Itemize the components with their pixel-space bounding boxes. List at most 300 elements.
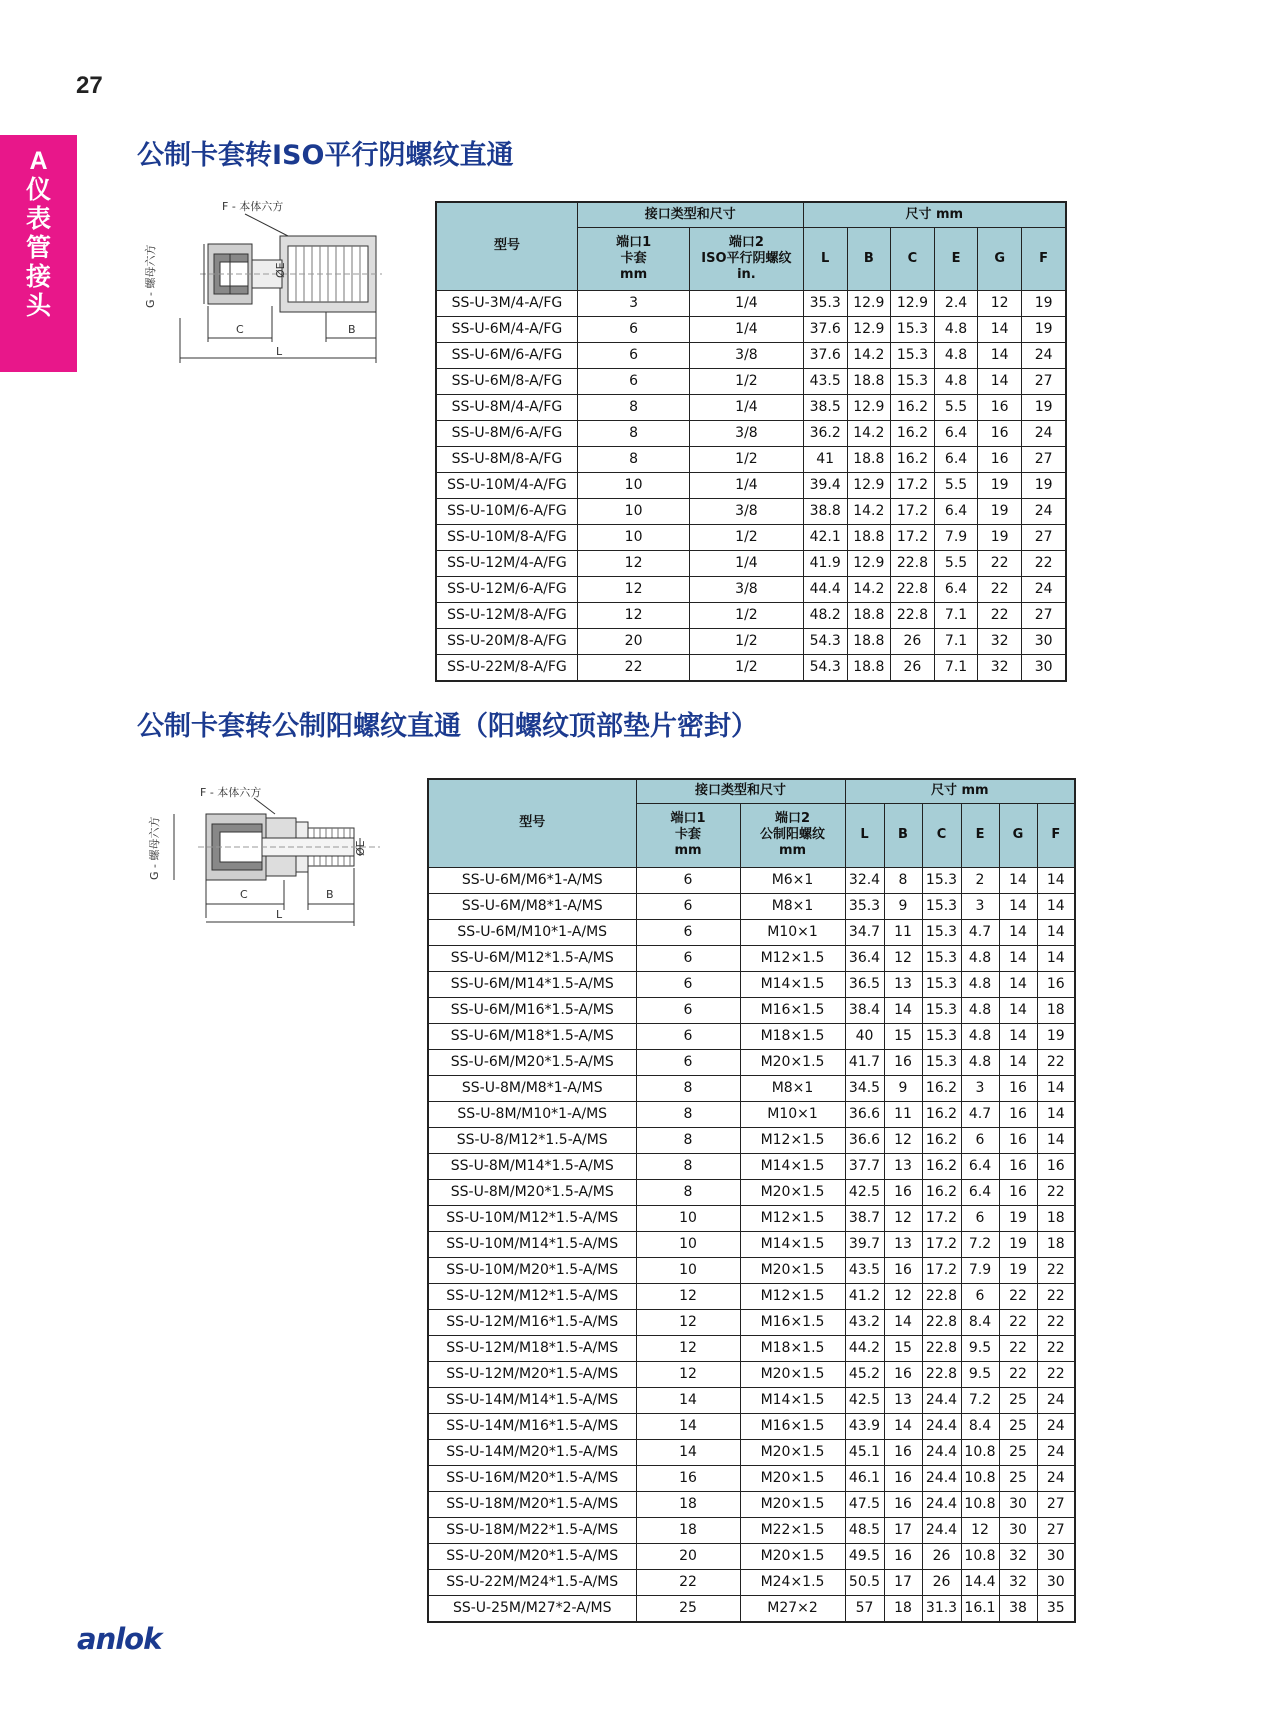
- value-cell: 18.8: [847, 602, 890, 628]
- value-cell: 19: [1022, 472, 1066, 498]
- value-cell: 24.4: [922, 1491, 961, 1517]
- value-cell: 14: [999, 1023, 1037, 1049]
- value-cell: 15.3: [922, 971, 961, 997]
- value-cell: 27: [1022, 368, 1066, 394]
- value-cell: M6×1: [740, 867, 845, 893]
- value-cell: 22: [1037, 1309, 1075, 1335]
- value-cell: 19: [978, 524, 1022, 550]
- model-cell: SS-U-12M/4-A/FG: [436, 550, 577, 576]
- value-cell: 24: [1022, 498, 1066, 524]
- value-cell: 35.3: [803, 290, 847, 316]
- value-cell: M22×1.5: [740, 1517, 845, 1543]
- section-side-tab: [0, 135, 77, 372]
- value-cell: 19: [978, 472, 1022, 498]
- value-cell: 32: [999, 1569, 1037, 1595]
- value-cell: M8×1: [740, 1075, 845, 1101]
- value-cell: 16: [999, 1153, 1037, 1179]
- value-cell: 6: [577, 342, 689, 368]
- value-cell: 54.3: [803, 628, 847, 654]
- spec-table-metric-male: [427, 778, 1076, 1623]
- value-cell: 3/8: [690, 576, 803, 602]
- table-row: [436, 498, 1066, 524]
- value-cell: 16.2: [922, 1075, 961, 1101]
- value-cell: 22.8: [890, 550, 934, 576]
- value-cell: M16×1.5: [740, 997, 845, 1023]
- value-cell: 8: [636, 1153, 740, 1179]
- header-port2-line: in.: [737, 266, 756, 282]
- value-cell: 24: [1037, 1387, 1075, 1413]
- table-row: [428, 1179, 1075, 1205]
- value-cell: 16: [999, 1127, 1037, 1153]
- table-row: [436, 524, 1066, 550]
- value-cell: 16.2: [890, 420, 934, 446]
- value-cell: M10×1: [740, 919, 845, 945]
- value-cell: 14: [999, 867, 1037, 893]
- table-row: [428, 1023, 1075, 1049]
- value-cell: 38: [999, 1595, 1037, 1622]
- value-cell: 44.2: [845, 1335, 884, 1361]
- value-cell: 30: [1037, 1543, 1075, 1569]
- value-cell: 16: [884, 1439, 922, 1465]
- value-cell: 27: [1037, 1517, 1075, 1543]
- model-cell: SS-U-8/M12*1.5-A/MS: [428, 1127, 636, 1153]
- value-cell: 3/8: [690, 498, 803, 524]
- value-cell: 19: [1022, 394, 1066, 420]
- value-cell: 14: [636, 1413, 740, 1439]
- value-cell: 36.2: [803, 420, 847, 446]
- value-cell: 16: [978, 420, 1022, 446]
- model-cell: SS-U-14M/M20*1.5-A/MS: [428, 1439, 636, 1465]
- value-cell: 10: [577, 498, 689, 524]
- value-cell: 4.8: [961, 1023, 999, 1049]
- header-port2: [740, 803, 845, 867]
- value-cell: 47.5: [845, 1491, 884, 1517]
- model-cell: SS-U-6M/M10*1-A/MS: [428, 919, 636, 945]
- value-cell: 22: [1037, 1335, 1075, 1361]
- value-cell: 45.1: [845, 1439, 884, 1465]
- value-cell: 30: [1022, 628, 1066, 654]
- diagram-label-c: C: [236, 323, 244, 336]
- table-row: [428, 1543, 1075, 1569]
- value-cell: 19: [999, 1257, 1037, 1283]
- model-cell: SS-U-16M/M20*1.5-A/MS: [428, 1465, 636, 1491]
- value-cell: 3: [961, 1075, 999, 1101]
- value-cell: 22: [636, 1569, 740, 1595]
- value-cell: 48.2: [803, 602, 847, 628]
- value-cell: 22: [1037, 1361, 1075, 1387]
- table-row: [428, 1309, 1075, 1335]
- table-row: [428, 919, 1075, 945]
- value-cell: 22: [999, 1309, 1037, 1335]
- value-cell: 40: [845, 1023, 884, 1049]
- header-port2-line: mm: [778, 843, 807, 858]
- value-cell: 32: [978, 628, 1022, 654]
- header-port1-line: 端口1: [670, 811, 706, 826]
- table-row: [436, 394, 1066, 420]
- model-cell: SS-U-8M/M10*1-A/MS: [428, 1101, 636, 1127]
- value-cell: 24: [1022, 576, 1066, 602]
- value-cell: 14: [1037, 867, 1075, 893]
- value-cell: 6.4: [961, 1179, 999, 1205]
- value-cell: 17: [884, 1517, 922, 1543]
- value-cell: 3: [577, 290, 689, 316]
- table-row: [436, 316, 1066, 342]
- value-cell: 7.1: [934, 654, 977, 681]
- value-cell: 6: [636, 867, 740, 893]
- value-cell: M24×1.5: [740, 1569, 845, 1595]
- diagram-label-f: F - 本体六方: [222, 200, 284, 213]
- header-port1-line: mm: [674, 843, 702, 858]
- model-cell: SS-U-18M/M22*1.5-A/MS: [428, 1517, 636, 1543]
- value-cell: 34.7: [845, 919, 884, 945]
- value-cell: 22: [978, 602, 1022, 628]
- model-cell: SS-U-6M/M16*1.5-A/MS: [428, 997, 636, 1023]
- table-row: [436, 420, 1066, 446]
- header-port1: [636, 803, 740, 867]
- value-cell: 22.8: [890, 602, 934, 628]
- value-cell: 4.8: [934, 342, 977, 368]
- model-cell: SS-U-10M/M14*1.5-A/MS: [428, 1231, 636, 1257]
- value-cell: 27: [1022, 602, 1066, 628]
- value-cell: 36.6: [845, 1127, 884, 1153]
- value-cell: 14: [884, 1309, 922, 1335]
- value-cell: 11: [884, 1101, 922, 1127]
- value-cell: 8.4: [961, 1309, 999, 1335]
- value-cell: M12×1.5: [740, 945, 845, 971]
- value-cell: 39.7: [845, 1231, 884, 1257]
- value-cell: 8.4: [961, 1413, 999, 1439]
- value-cell: M12×1.5: [740, 1205, 845, 1231]
- model-cell: SS-U-10M/8-A/FG: [436, 524, 577, 550]
- value-cell: 10: [636, 1257, 740, 1283]
- value-cell: 16.2: [922, 1127, 961, 1153]
- header-model: 型号: [436, 202, 577, 290]
- value-cell: 12: [884, 1205, 922, 1231]
- model-cell: SS-U-6M/4-A/FG: [436, 316, 577, 342]
- header-col-g: G: [999, 803, 1037, 867]
- value-cell: M12×1.5: [740, 1127, 845, 1153]
- header-dims: 尺寸 mm: [845, 779, 1075, 803]
- value-cell: 18.8: [847, 524, 890, 550]
- header-port1-line: 卡套: [620, 250, 647, 266]
- value-cell: 7.1: [934, 628, 977, 654]
- value-cell: M10×1: [740, 1101, 845, 1127]
- value-cell: 6: [577, 316, 689, 342]
- table-row: [436, 446, 1066, 472]
- value-cell: 7.9: [961, 1257, 999, 1283]
- value-cell: 22.8: [922, 1309, 961, 1335]
- value-cell: 1/4: [690, 394, 803, 420]
- value-cell: 14: [978, 342, 1022, 368]
- value-cell: 24: [1022, 342, 1066, 368]
- table-row: [436, 654, 1066, 681]
- model-cell: SS-U-6M/M20*1.5-A/MS: [428, 1049, 636, 1075]
- value-cell: 14: [978, 368, 1022, 394]
- header-dims: 尺寸 mm: [803, 202, 1066, 227]
- model-cell: SS-U-20M/M20*1.5-A/MS: [428, 1543, 636, 1569]
- model-cell: SS-U-14M/M16*1.5-A/MS: [428, 1413, 636, 1439]
- value-cell: 13: [884, 1387, 922, 1413]
- value-cell: 12.9: [847, 394, 890, 420]
- value-cell: 12.9: [847, 316, 890, 342]
- value-cell: 6: [577, 368, 689, 394]
- value-cell: 39.4: [803, 472, 847, 498]
- value-cell: 14: [999, 945, 1037, 971]
- value-cell: 18: [636, 1517, 740, 1543]
- value-cell: 18: [1037, 997, 1075, 1023]
- value-cell: 12: [884, 1127, 922, 1153]
- value-cell: 15.3: [922, 1049, 961, 1075]
- side-tab-char: 接: [25, 263, 51, 291]
- table-row: [428, 1283, 1075, 1309]
- header-col-g: G: [978, 227, 1022, 290]
- model-cell: SS-U-12M/M20*1.5-A/MS: [428, 1361, 636, 1387]
- value-cell: 15.3: [922, 1023, 961, 1049]
- value-cell: 16.1: [961, 1595, 999, 1622]
- value-cell: 26: [922, 1569, 961, 1595]
- value-cell: 19: [999, 1205, 1037, 1231]
- value-cell: 13: [884, 971, 922, 997]
- value-cell: 35.3: [845, 893, 884, 919]
- value-cell: 24.4: [922, 1465, 961, 1491]
- value-cell: 16: [636, 1465, 740, 1491]
- value-cell: 6: [961, 1127, 999, 1153]
- table-row: [428, 1153, 1075, 1179]
- value-cell: 6: [636, 1023, 740, 1049]
- value-cell: 38.4: [845, 997, 884, 1023]
- value-cell: 6.4: [934, 576, 977, 602]
- value-cell: 2: [961, 867, 999, 893]
- model-cell: SS-U-12M/6-A/FG: [436, 576, 577, 602]
- value-cell: 15.3: [922, 867, 961, 893]
- diagram-label-f: F - 本体六方: [200, 786, 262, 799]
- diagram-label-e: ØE: [274, 262, 287, 278]
- table-row: [428, 1049, 1075, 1075]
- value-cell: 37.6: [803, 316, 847, 342]
- value-cell: 26: [890, 628, 934, 654]
- spec-table-iso-female: [435, 201, 1067, 682]
- value-cell: 24.4: [922, 1413, 961, 1439]
- value-cell: 24.4: [922, 1517, 961, 1543]
- value-cell: 24: [1037, 1465, 1075, 1491]
- value-cell: 16: [884, 1257, 922, 1283]
- value-cell: 19: [1022, 316, 1066, 342]
- header-col-b: B: [847, 227, 890, 290]
- model-cell: SS-U-20M/8-A/FG: [436, 628, 577, 654]
- value-cell: 18: [1037, 1231, 1075, 1257]
- diagram-label-b: B: [326, 888, 334, 901]
- value-cell: 6: [961, 1283, 999, 1309]
- value-cell: 14: [999, 971, 1037, 997]
- value-cell: M14×1.5: [740, 1387, 845, 1413]
- table-row: [428, 1231, 1075, 1257]
- value-cell: 1/4: [690, 550, 803, 576]
- model-cell: SS-U-12M/M18*1.5-A/MS: [428, 1335, 636, 1361]
- value-cell: 42.5: [845, 1387, 884, 1413]
- value-cell: 1/4: [690, 472, 803, 498]
- model-cell: SS-U-12M/8-A/FG: [436, 602, 577, 628]
- table-row: [428, 945, 1075, 971]
- value-cell: 14: [1037, 893, 1075, 919]
- value-cell: 14.2: [847, 498, 890, 524]
- model-cell: SS-U-12M/M16*1.5-A/MS: [428, 1309, 636, 1335]
- value-cell: 4.8: [961, 971, 999, 997]
- value-cell: 14: [999, 893, 1037, 919]
- value-cell: 16: [999, 1101, 1037, 1127]
- value-cell: 14: [636, 1387, 740, 1413]
- table-row: [428, 893, 1075, 919]
- value-cell: 27: [1037, 1491, 1075, 1517]
- value-cell: 46.1: [845, 1465, 884, 1491]
- value-cell: 22: [1037, 1283, 1075, 1309]
- value-cell: 26: [922, 1543, 961, 1569]
- value-cell: 12: [636, 1361, 740, 1387]
- value-cell: 30: [999, 1517, 1037, 1543]
- value-cell: 4.7: [961, 1101, 999, 1127]
- table-row: [436, 472, 1066, 498]
- value-cell: 14.2: [847, 420, 890, 446]
- value-cell: 12.9: [847, 472, 890, 498]
- table-row: [428, 1595, 1075, 1622]
- value-cell: 17.2: [890, 472, 934, 498]
- value-cell: 10: [577, 524, 689, 550]
- header-col-c: C: [922, 803, 961, 867]
- value-cell: 15.3: [922, 919, 961, 945]
- value-cell: 22: [999, 1361, 1037, 1387]
- value-cell: 9.5: [961, 1335, 999, 1361]
- table-row: [428, 1569, 1075, 1595]
- value-cell: 12: [636, 1309, 740, 1335]
- value-cell: 7.2: [961, 1231, 999, 1257]
- header-port1-line: mm: [620, 266, 648, 282]
- value-cell: 43.2: [845, 1309, 884, 1335]
- model-cell: SS-U-8M/6-A/FG: [436, 420, 577, 446]
- value-cell: 18.8: [847, 368, 890, 394]
- value-cell: 3/8: [690, 420, 803, 446]
- header-port2-line: 公制阳螺纹: [760, 827, 826, 842]
- value-cell: 12.9: [847, 550, 890, 576]
- value-cell: 17.2: [922, 1205, 961, 1231]
- model-cell: SS-U-12M/M12*1.5-A/MS: [428, 1283, 636, 1309]
- value-cell: 24.4: [922, 1439, 961, 1465]
- value-cell: 18: [1037, 1205, 1075, 1231]
- value-cell: 41.7: [845, 1049, 884, 1075]
- value-cell: 10.8: [961, 1439, 999, 1465]
- value-cell: 16: [978, 394, 1022, 420]
- value-cell: 10.8: [961, 1465, 999, 1491]
- value-cell: 54.3: [803, 654, 847, 681]
- value-cell: 22: [577, 654, 689, 681]
- header-port1: [577, 227, 689, 290]
- value-cell: 14: [999, 997, 1037, 1023]
- value-cell: M12×1.5: [740, 1283, 845, 1309]
- value-cell: 1/4: [690, 290, 803, 316]
- value-cell: 1/2: [690, 654, 803, 681]
- value-cell: 1/4: [690, 316, 803, 342]
- header-col-f: F: [1037, 803, 1075, 867]
- table-row: [436, 342, 1066, 368]
- value-cell: 25: [999, 1439, 1037, 1465]
- model-cell: SS-U-6M/6-A/FG: [436, 342, 577, 368]
- value-cell: 18: [636, 1491, 740, 1517]
- header-col-c: C: [890, 227, 934, 290]
- value-cell: 22: [978, 576, 1022, 602]
- model-cell: SS-U-10M/4-A/FG: [436, 472, 577, 498]
- value-cell: 14: [999, 1049, 1037, 1075]
- value-cell: 15: [884, 1023, 922, 1049]
- model-cell: SS-U-22M/M24*1.5-A/MS: [428, 1569, 636, 1595]
- value-cell: 32: [978, 654, 1022, 681]
- value-cell: 25: [999, 1387, 1037, 1413]
- value-cell: 10: [577, 472, 689, 498]
- value-cell: 22: [999, 1283, 1037, 1309]
- model-cell: SS-U-10M/M12*1.5-A/MS: [428, 1205, 636, 1231]
- value-cell: 13: [884, 1153, 922, 1179]
- value-cell: 16: [884, 1179, 922, 1205]
- header-col-l: L: [803, 227, 847, 290]
- value-cell: 16.2: [890, 394, 934, 420]
- table-row: [428, 867, 1075, 893]
- value-cell: 24.4: [922, 1387, 961, 1413]
- value-cell: 16: [1037, 1153, 1075, 1179]
- value-cell: 16: [1037, 971, 1075, 997]
- value-cell: 18.8: [847, 654, 890, 681]
- value-cell: 5.5: [934, 550, 977, 576]
- value-cell: 15.3: [890, 342, 934, 368]
- value-cell: 43.5: [803, 368, 847, 394]
- value-cell: 8: [636, 1075, 740, 1101]
- value-cell: 9.5: [961, 1361, 999, 1387]
- value-cell: 24: [1037, 1413, 1075, 1439]
- model-cell: SS-U-6M/M12*1.5-A/MS: [428, 945, 636, 971]
- value-cell: 17: [884, 1569, 922, 1595]
- value-cell: 57: [845, 1595, 884, 1622]
- value-cell: 4.8: [934, 316, 977, 342]
- model-cell: SS-U-6M/M6*1-A/MS: [428, 867, 636, 893]
- fitting-diagram-female: [144, 198, 390, 380]
- header-port1-line: 卡套: [674, 827, 701, 842]
- value-cell: 22: [999, 1335, 1037, 1361]
- header-col-l: L: [845, 803, 884, 867]
- value-cell: M20×1.5: [740, 1257, 845, 1283]
- value-cell: 41.2: [845, 1283, 884, 1309]
- value-cell: 24: [1037, 1439, 1075, 1465]
- table-row: [428, 1361, 1075, 1387]
- value-cell: 16: [884, 1465, 922, 1491]
- value-cell: 26: [890, 654, 934, 681]
- value-cell: 25: [999, 1465, 1037, 1491]
- value-cell: 16: [884, 1361, 922, 1387]
- value-cell: 42.5: [845, 1179, 884, 1205]
- value-cell: 4.8: [934, 368, 977, 394]
- value-cell: 30: [1037, 1569, 1075, 1595]
- value-cell: 20: [577, 628, 689, 654]
- value-cell: 12: [577, 602, 689, 628]
- value-cell: M16×1.5: [740, 1413, 845, 1439]
- value-cell: 42.1: [803, 524, 847, 550]
- value-cell: 14: [978, 316, 1022, 342]
- value-cell: 38.5: [803, 394, 847, 420]
- value-cell: M14×1.5: [740, 1153, 845, 1179]
- side-tab-char: A: [29, 147, 48, 175]
- table-row: [428, 1413, 1075, 1439]
- value-cell: 16: [978, 446, 1022, 472]
- value-cell: 12: [636, 1335, 740, 1361]
- value-cell: M18×1.5: [740, 1023, 845, 1049]
- value-cell: 22.8: [890, 576, 934, 602]
- side-tab-char: 表: [25, 205, 51, 233]
- model-cell: SS-U-8M/8-A/FG: [436, 446, 577, 472]
